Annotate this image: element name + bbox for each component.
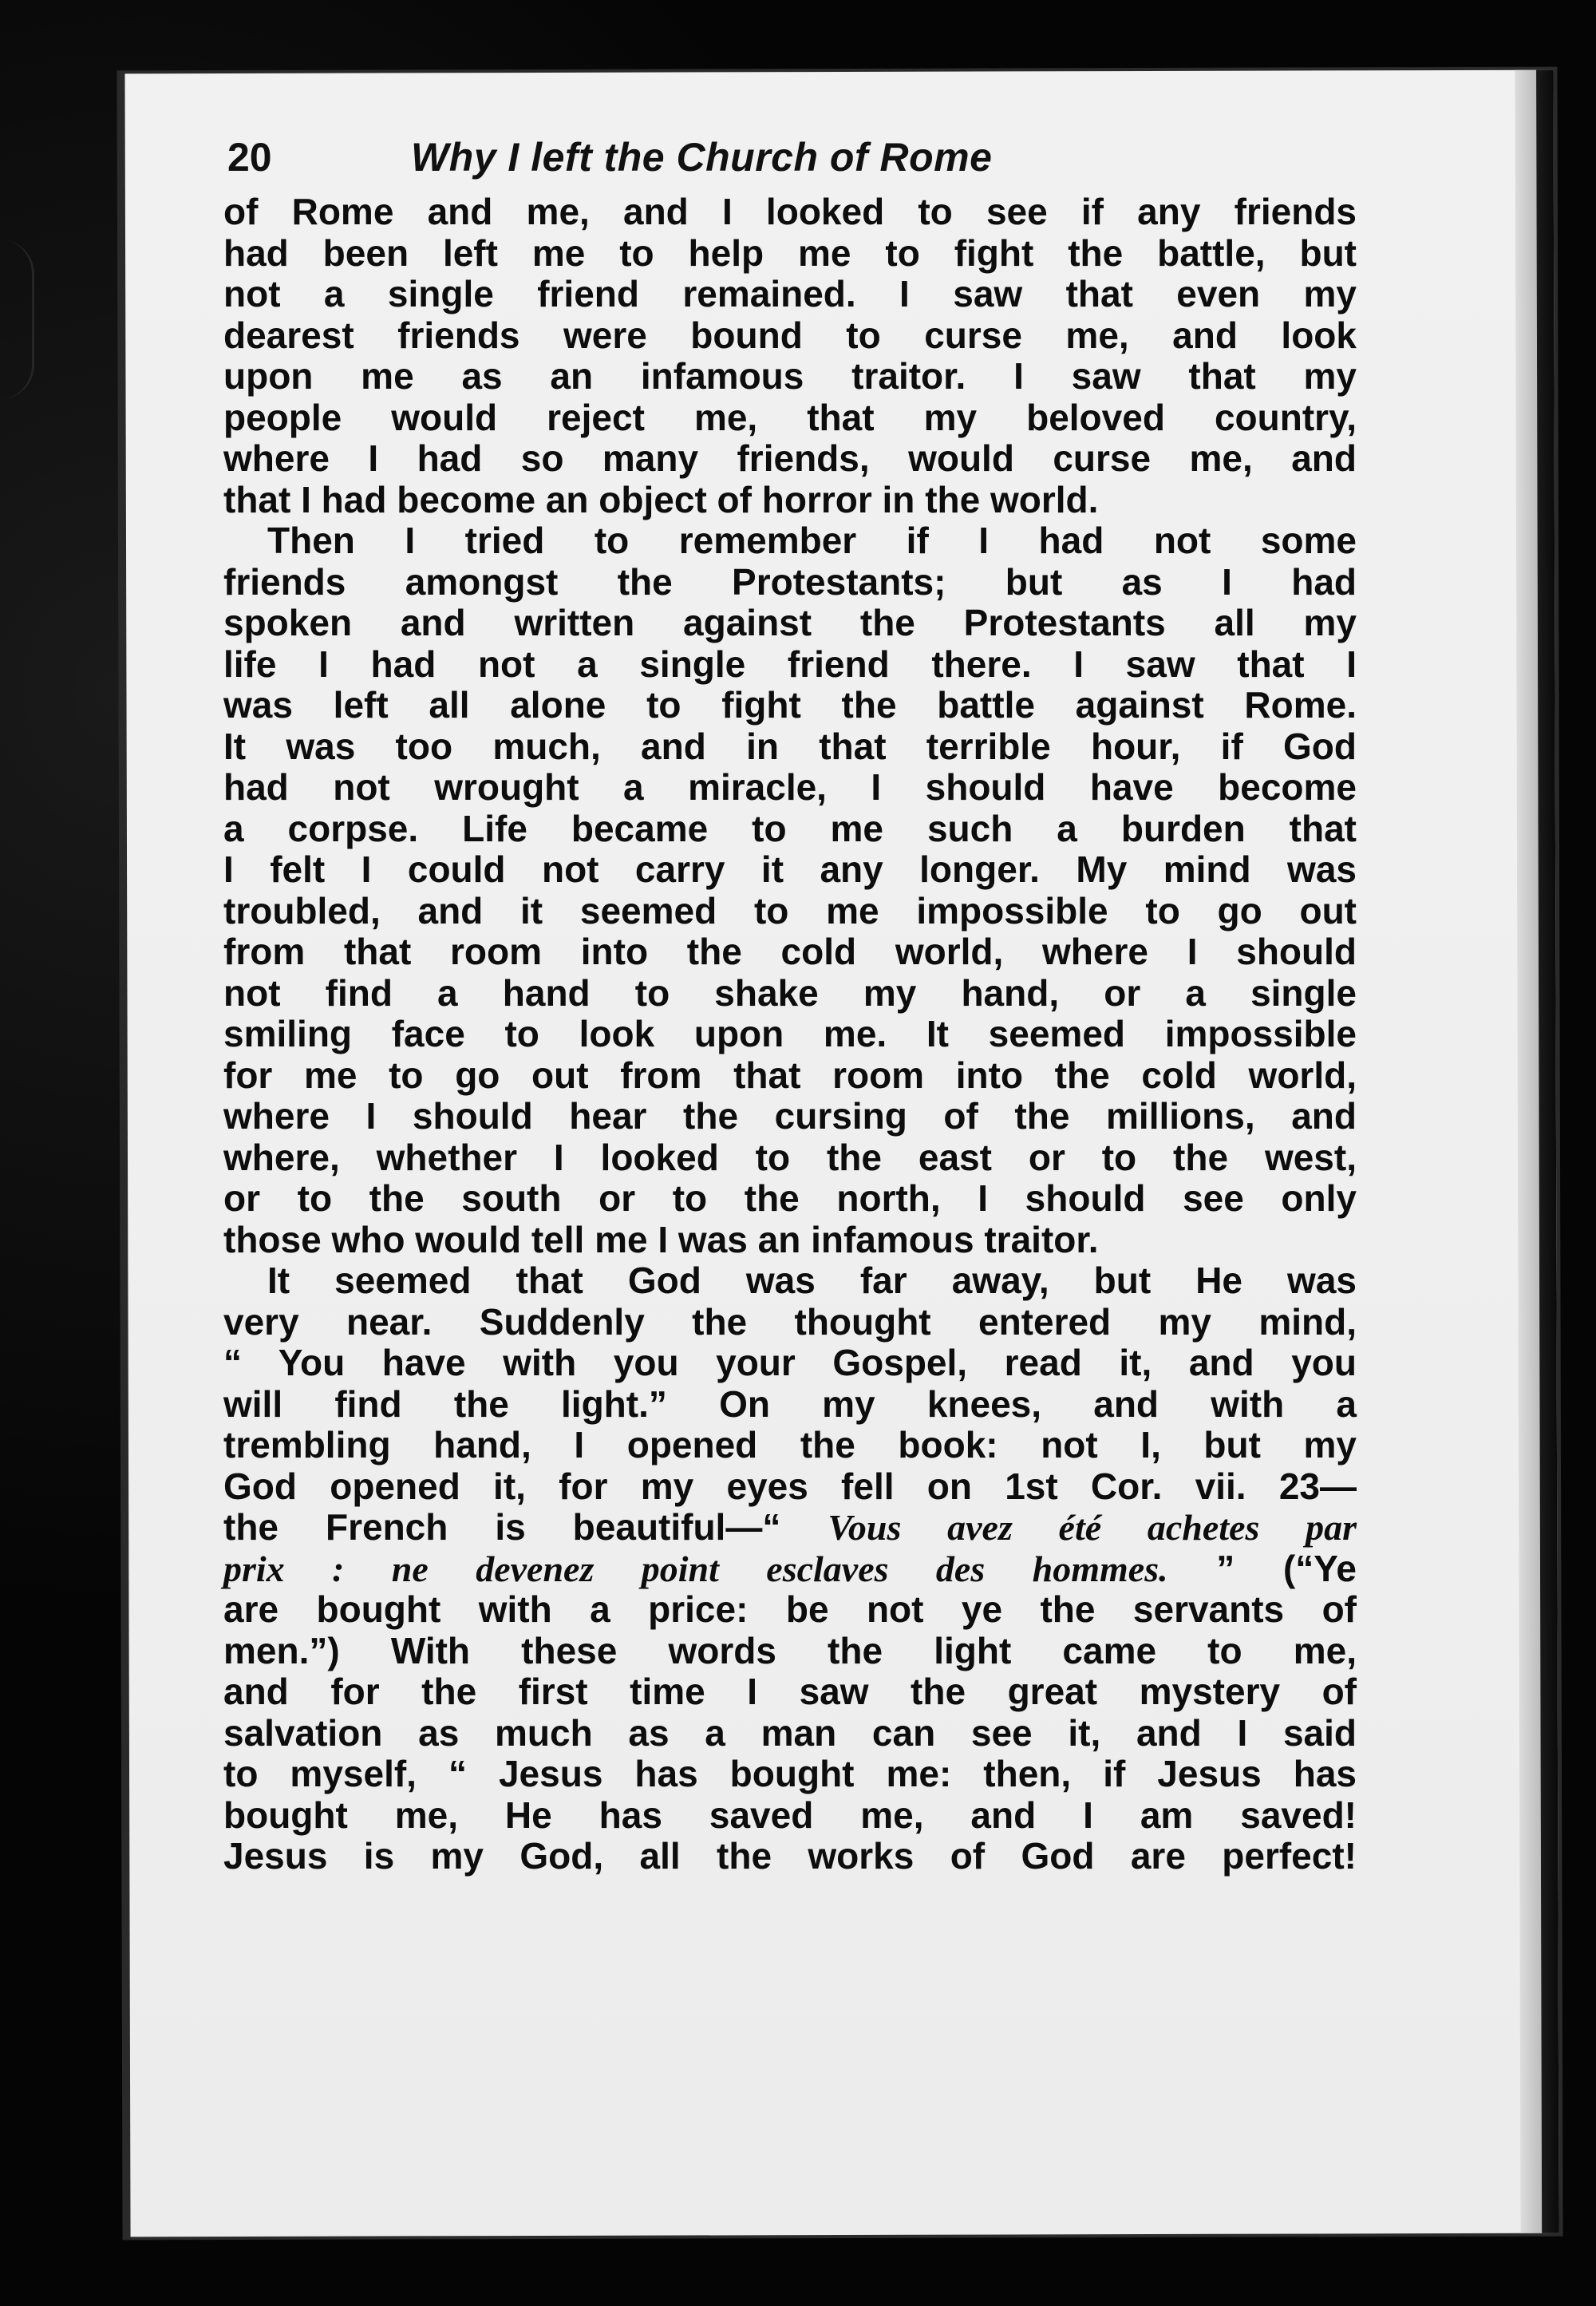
- text-line: life I had not a single friend there. I saw that I: [223, 643, 1357, 685]
- text-line: Jesus is my God, all the works of God are perfect!: [223, 1835, 1357, 1877]
- body-text: [223, 192, 1357, 1877]
- text-line: smiling face to look upon me. It seemed impossible: [223, 1013, 1357, 1054]
- text-line: of Rome and me, and I looked to see if any friends: [223, 191, 1357, 232]
- text-line: God opened it, for my eyes fell on 1st Cor. vii. 23—: [223, 1465, 1357, 1507]
- text-line: where, whether I looked to the east or to the west,: [223, 1136, 1357, 1178]
- text-line: “ You have with you your Gospel, read it, and you: [223, 1342, 1357, 1383]
- text-line: had not wrought a miracle, I should have become: [223, 766, 1357, 808]
- page-number: 20: [227, 135, 272, 180]
- text-line: dearest friends were bound to curse me, and look: [223, 314, 1357, 356]
- text-line: It was too much, and in that terrible hour, if God: [223, 725, 1357, 767]
- text-line: people would reject me, that my beloved country,: [223, 396, 1357, 438]
- text-segment: ” (“Ye: [1216, 1547, 1357, 1589]
- page-binding-edge: [1515, 70, 1558, 2233]
- text-line-mixed: [223, 1549, 1357, 1590]
- text-line: was left all alone to fight the battle against Rome.: [223, 684, 1357, 726]
- text-line: to myself, “ Jesus has bought me: then, if Jesus has: [223, 1753, 1357, 1794]
- text-line: men.”) With these words the light came to me,: [223, 1629, 1357, 1671]
- text-line: from that room into the cold world, where I should: [223, 931, 1357, 972]
- text-line: a corpse. Life became to me such a burden that: [223, 807, 1357, 849]
- text-line: those who would tell me I was an infamous traitor.: [223, 1218, 1099, 1260]
- text-line: It seemed that God was far away, but He was: [267, 1260, 1357, 1301]
- text-line: very near. Suddenly the thought entered my mind,: [223, 1300, 1357, 1343]
- text-line: and for the first time I saw the great mystery of: [223, 1671, 1357, 1712]
- text-line: I felt I could not carry it any longer. My mind was: [223, 848, 1357, 890]
- text-line: troubled, and it seemed to me impossible to go out: [223, 889, 1357, 931]
- text-line: or to the south or to the north, I should see only: [223, 1177, 1357, 1219]
- text-segment: the French is beautiful—“: [223, 1506, 781, 1548]
- text-line: where I should hear the cursing of the millions, and: [223, 1095, 1357, 1137]
- french-quote-italic: Vous avez été achetes par: [828, 1507, 1357, 1548]
- text-line: bought me, He has saved me, and I am saved!: [223, 1794, 1357, 1836]
- text-line: are bought with a price: be not ye the servants of: [223, 1588, 1357, 1630]
- text-line: will find the light.” On my knees, and with a: [223, 1382, 1357, 1425]
- scan-artifact: [0, 239, 34, 399]
- french-quote-italic: prix : ne devenez point esclaves des hommes.: [223, 1548, 1168, 1589]
- text-line: friends amongst the Protestants; but as I had: [223, 560, 1357, 603]
- text-line: had been left me to help me to fight the battle, but: [223, 231, 1357, 274]
- text-line: Then I tried to remember if I had not some: [267, 520, 1357, 561]
- text-line: spoken and written against the Protestants all my: [223, 602, 1357, 643]
- text-line: not find a hand to shake my hand, or a single: [223, 971, 1357, 1014]
- text-line: for me to go out from that room into the cold world,: [223, 1054, 1357, 1096]
- text-line: salvation as much as a man can see it, and I said: [223, 1711, 1357, 1754]
- text-line: where I had so many friends, would curse me, and: [223, 437, 1357, 479]
- text-line: trembling hand, I opened the book: not I, but my: [223, 1424, 1357, 1465]
- text-line: upon me as an infamous traitor. I saw that my: [223, 355, 1357, 397]
- running-title: Why I left the Church of Rome: [411, 135, 993, 180]
- text-line: that I had become an object of horror in the world.: [223, 478, 1099, 520]
- text-line-mixed: [223, 1507, 1357, 1549]
- text-line: not a single friend remained. I saw that even my: [223, 273, 1357, 314]
